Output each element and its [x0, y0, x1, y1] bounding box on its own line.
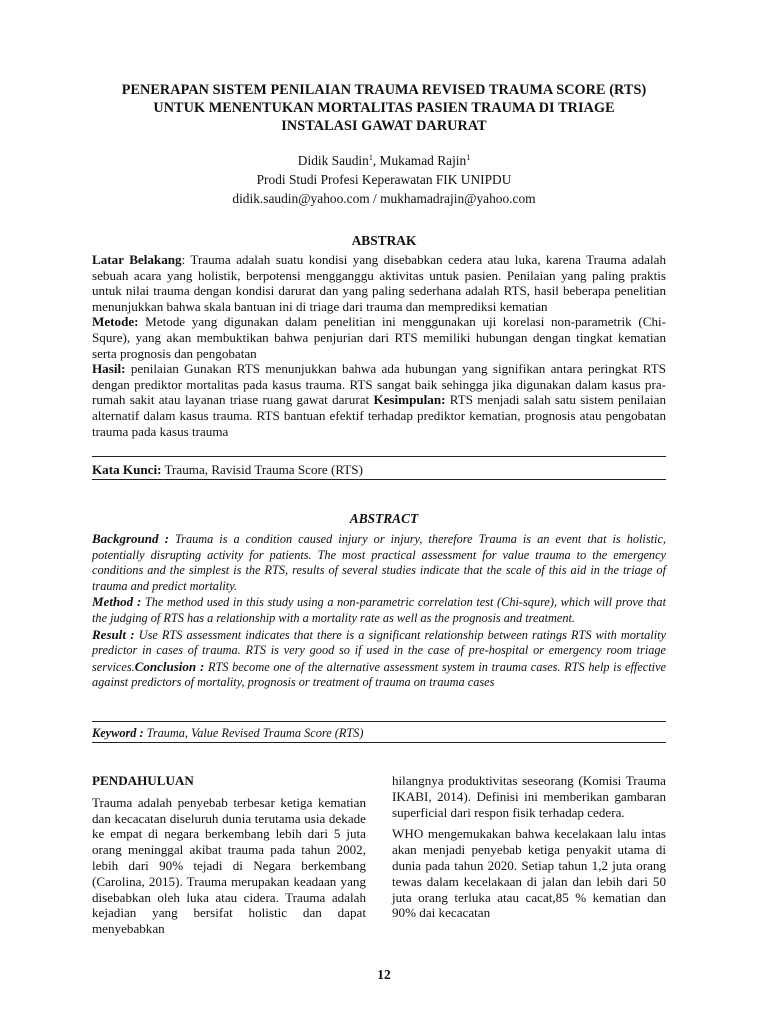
- keyword-label: Keyword :: [92, 726, 144, 740]
- left-paragraph-1: Trauma adalah penyebab terbesar ketiga kematian dan kecacatan diseluruh dunia terutama usia dekade ke empat di negara berkembang lebih dari 5 juta orang meninggal akibat trauma pada tahun 2002, lebih dari 90% tejadi di Negara berkembang (Carolina, 2015). Trauma merupakan keadaan yang disebabkan oleh luka atau cidera. Trauma adalah kejadian yang bersifat holistic dan dapat menyebabkan: [92, 794, 366, 937]
- divider-above-kata-kunci: [92, 456, 666, 457]
- metode-label: Metode:: [92, 314, 139, 330]
- title-line-3: INSTALASI GAWAT DARURAT: [281, 118, 487, 134]
- page-number: 12: [377, 967, 391, 982]
- abstract-body: [92, 531, 666, 691]
- abstrak-heading: ABSTRAK: [351, 233, 417, 248]
- body-left-column: [92, 773, 366, 943]
- hasil-text: penilaian Gunakan RTS menunjukkan bahwa ada hubungan yang signifikan antara peringkat RTS dengan prediktor mortalitas pada kasus trauma. RTS sangat baik sehingga jika digunakan dalam kasus pra-rumah sakit atau layanan triase ruang gawat darurat: [92, 361, 666, 408]
- author-1: Didik Saudin: [297, 153, 369, 168]
- author-2: Mukamad Rajin: [379, 153, 467, 168]
- author-block: [0, 151, 768, 208]
- abstract-background: [92, 531, 666, 594]
- conclusion-label: Conclusion :: [134, 658, 205, 674]
- conclusion-text: RTS become one of the alternative assessment system in trauma cases. RTS help is effective against predictors of mortality, prognosis or treatment of trauma on trauma cases: [92, 659, 666, 690]
- metode-text: Metode yang digunakan dalam penelitian ini menggunakan uji korelasi non-parametrik (Chi-Squre), yang akan membuktikan bahwa penjurian dari RTS memiliki hubungan dengan tingkat kematian serta prognosis dan pengobatan: [92, 314, 666, 361]
- result-text: Use RTS assessment indicates that there is a significant relationship between ratings RTS with mortality predictor in cases of trauma. RTS is very good so if used in the case of pre-hospital or emergency room triage services.: [92, 627, 666, 674]
- right-paragraph-2: WHO mengemukakan bahwa kecelakaan lalu intas akan menjadi penyebab ketiga penyakit utama di dunia pada tahun 2020. Setiap tahun 1,2 juta orang tewas dalam kecelakaan di jalan dan lebih dari 50 juta orang terluka atau cacat,85 % kematian dan 90% dai kecacatan: [392, 826, 666, 921]
- abstract-heading: ABSTRACT: [349, 511, 419, 526]
- kata-kunci-text: Trauma, Ravisid Trauma Score (RTS): [161, 462, 363, 477]
- affiliation: Prodi Studi Profesi Keperawatan FIK UNIPDU: [256, 172, 512, 187]
- pendahuluan-heading: PENDAHULUAN: [92, 773, 194, 788]
- author-names: [0, 151, 768, 170]
- kata-kunci: [92, 462, 666, 478]
- title-line-1: PENERAPAN SISTEM PENILAIAN TRAUMA REVISED TRAUMA SCORE (RTS): [121, 82, 647, 98]
- author-emails: didik.saudin@yahoo.com / mukhamadrajin@yahoo.com: [232, 191, 536, 206]
- background-label: Background :: [92, 531, 169, 546]
- abstrak-hasil: [92, 361, 666, 439]
- title-line-2: UNTUK MENENTUKAN MORTALITAS PASIEN TRAUMA DI TRIAGE: [153, 100, 615, 116]
- divider-above-keyword: [92, 721, 666, 722]
- paper-title: [60, 81, 708, 135]
- kesimpulan-text: RTS menjadi salah satu sistem penilaian alternatif dalam kasus trauma. RTS bantuan efektif terhadap prediktor kematian, prognosis atau pengobatan trauma pada kasus trauma: [92, 392, 666, 439]
- hasil-label: Hasil:: [92, 361, 126, 377]
- body-right-column: [392, 773, 666, 927]
- abstract-method: [92, 594, 666, 626]
- latar-belakang-text: : Trauma adalah suatu kondisi yang disebabkan cedera atau luka, karena Trauma adalah sebuah acara yang holistik, berpotensi mengganggu aktivitas untuk pasien. Penilaian yang paling praktis untuk nilai trauma dengan kondisi darurat dan yang paling sederhana adalah RTS, hasil beberapa penelitian menunjukkan bahwa skala bantuan ini di triage dari trauma dan memprediksi kematian: [92, 252, 666, 314]
- kesimpulan-label: Kesimpulan:: [373, 392, 446, 408]
- abstract-result: [92, 627, 666, 691]
- background-text: Trauma is a condition caused injury or injury, therefore Trauma is an event that is holistic, potentially disrupting activity for patients. The most practical assessment for value trauma to the emergency conditions and the simplest is the RTS, results of several studies indicate that the scale of this aid in the triage of trauma and predict mortality.: [92, 532, 666, 593]
- divider-below-kata-kunci: [92, 479, 666, 480]
- abstrak-latar-belakang: [92, 252, 666, 314]
- result-label: Result :: [92, 626, 135, 642]
- latar-belakang-label: Latar Belakang: [92, 252, 182, 267]
- author-2-affiliation-mark: 1: [466, 153, 471, 162]
- method-text: The method used in this study using a non-parametric correlation test (Chi-squre), which will prove that the judging of RTS has a relationship with a mortality rate as well as the prognosis and treatment.: [92, 595, 666, 625]
- abstrak-metode: [92, 314, 666, 361]
- keyword: [92, 725, 666, 741]
- method-label: Method :: [92, 594, 142, 610]
- keyword-text: Trauma, Value Revised Trauma Score (RTS): [143, 726, 364, 740]
- author-separator: ,: [372, 153, 380, 168]
- kata-kunci-label: Kata Kunci:: [92, 462, 162, 477]
- abstrak-body: [92, 252, 666, 439]
- divider-below-keyword: [92, 742, 666, 743]
- right-paragraph-1: hilangnya produktivitas seseorang (Komisi Trauma IKABI, 2014). Definisi ini memberikan gambaran superficial dari respon fisik terhadap cedera.: [392, 773, 666, 820]
- author-1-affiliation-mark: 1: [368, 153, 373, 162]
